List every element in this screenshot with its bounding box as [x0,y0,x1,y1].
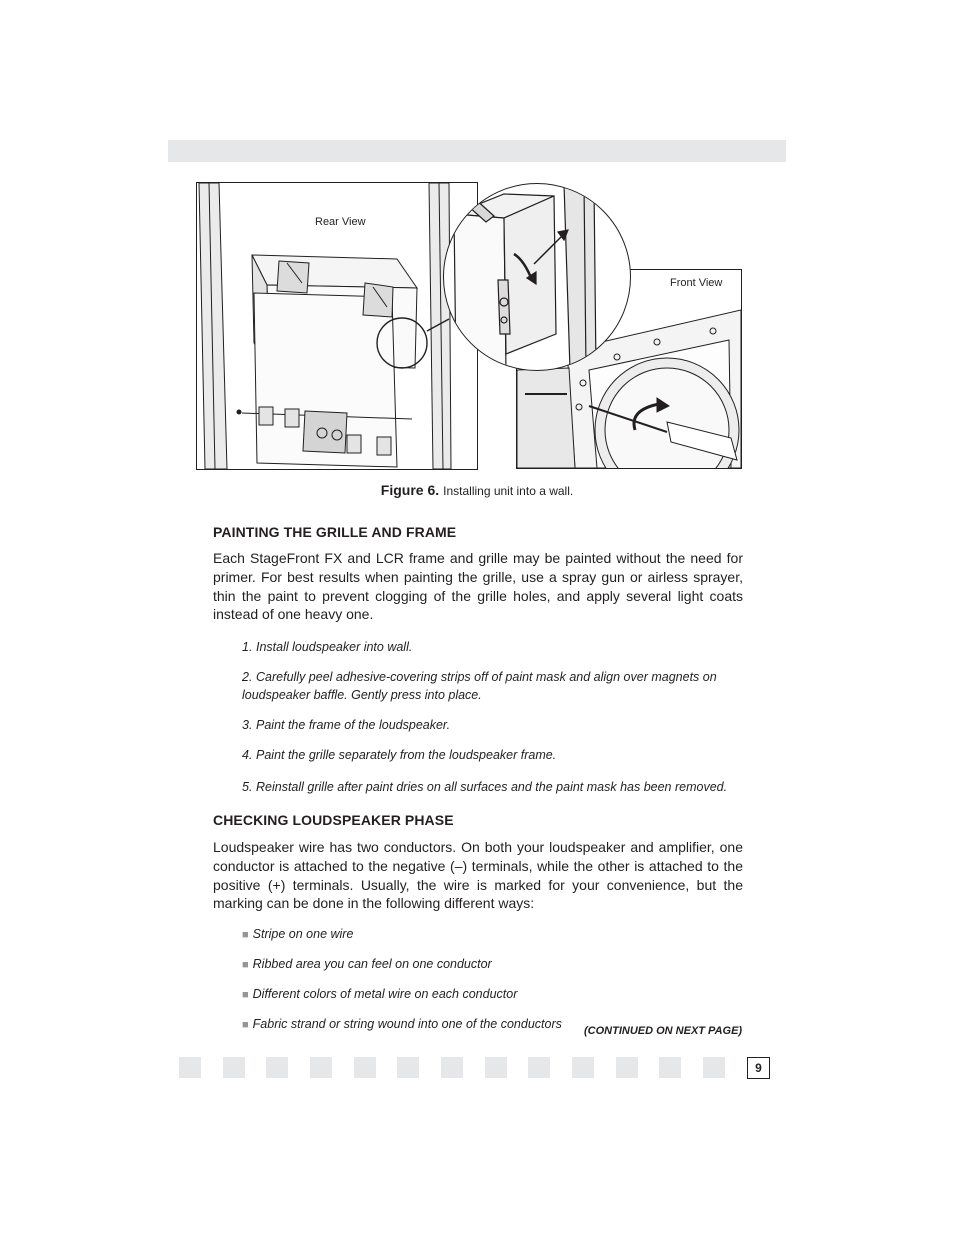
footer-square [441,1057,463,1078]
painting-step-text: Reinstall grille after paint dries on all surfaces and the paint mask has been removed. [256,780,728,794]
footer-square [572,1057,594,1078]
bullet-square-icon: ■ [242,929,249,941]
rear-view-illustration [196,182,478,470]
painting-step-text: Paint the frame of the loudspeaker. [256,718,451,732]
footer-square [528,1057,550,1078]
bracket-detail-magnifier [443,183,631,371]
front-view-label: Front View [670,277,723,289]
footer-square [179,1057,201,1078]
figure-caption-text: Installing unit into a wall. [443,484,574,498]
continued-note: (CONTINUED ON NEXT PAGE) [584,1025,743,1037]
footer-square [659,1057,681,1078]
footer-square [703,1057,725,1078]
footer-square [266,1057,288,1078]
page-number: 9 [747,1057,770,1079]
bullet-square-icon: ■ [242,1019,249,1031]
painting-step: 3. Paint the frame of the loudspeaker. [242,718,451,732]
phase-heading: CHECKING LOUDSPEAKER PHASE [213,812,454,828]
footer-square [485,1057,507,1078]
painting-step-text: Paint the grille separately from the loudspeaker frame. [256,748,557,762]
footer-square [354,1057,376,1078]
footer-square [397,1057,419,1078]
painting-step-text: Install loudspeaker into wall. [256,640,413,654]
phase-bullet-item: ■ Ribbed area you can feel on one conductor [242,957,492,971]
figure-caption-label: Figure 6. [380,482,440,498]
phase-bullet-item: ■ Stripe on one wire [242,927,354,941]
painting-step: 4. Paint the grille separately from the loudspeaker frame. [242,748,557,762]
rear-view-label: Rear View [315,216,366,228]
phase-bullet-item: ■ Different colors of metal wire on each conductor [242,987,518,1001]
painting-paragraph: Each StageFront FX and LCR frame and grille may be painted without the need for primer. For best results when painting the grille, use a spray gun or airless sprayer, thin the paint to prevent clogging of the grille holes, and apply several light coats instead of one heavy one. [213,550,743,623]
footer-square [223,1057,245,1078]
header-band [168,140,786,162]
painting-step-text: Carefully peel adhesive-covering strips off of paint mask and align over magnets on loudspeaker baffle. Gently press into place. [242,670,717,702]
phase-paragraph: Loudspeaker wire has two conductors. On both your loudspeaker and amplifier, one conductor is attached to the negative (–) terminals, while the other is attached to the positive (+) terminals. Usually, the wire is marked for your convenience, but the marking can be done in the following different ways: [213,839,743,912]
figure-caption [168,482,786,498]
footer-square [616,1057,638,1078]
phase-bullet-item: ■ Fabric strand or string wound into one of the conductors [242,1017,562,1031]
footer-square [310,1057,332,1078]
bullet-square-icon: ■ [242,959,249,971]
painting-step: 5. Reinstall grille after paint dries on all surfaces and the paint mask has been removed. [242,780,728,794]
bracket-detail-drawing [444,184,630,370]
bullet-square-icon: ■ [242,989,249,1001]
painting-step: 1. Install loudspeaker into wall. [242,640,413,654]
painting-step: 2. Carefully peel adhesive-covering strips off of paint mask and align over magnets on loudspeaker baffle. Gently press into place. [242,670,717,702]
painting-heading: PAINTING THE GRILLE AND FRAME [213,524,457,540]
